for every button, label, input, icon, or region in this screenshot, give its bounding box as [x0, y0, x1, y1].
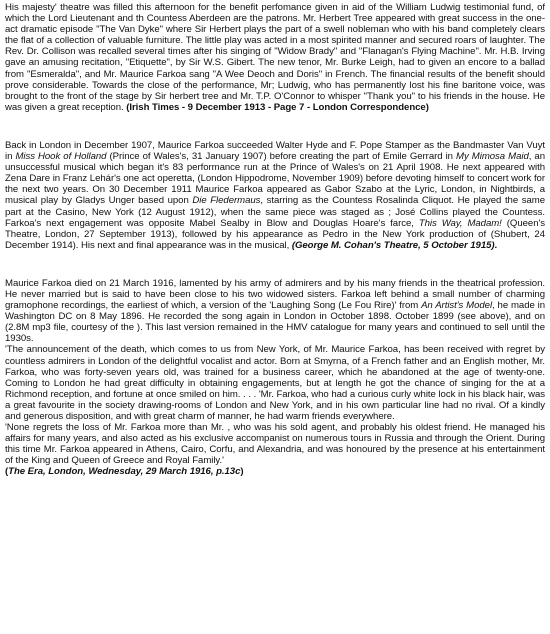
era-quote-paragraph-2: 'None regrets the loss of Mr. Farkoa more than Mr. , who was his sold agent, and probably his oldest friend. He managed his affairs for many years, and also acted as his exclusive accompanist on numerous tours in Russia and through the Orient. During this time Mr. Farkoa appeared in Athens, Cairo, Corfu, and Alexandria, and was honoured by the presence at his entertainment of the King and Queen of Greece and Royal Family.': [5, 422, 545, 467]
mimosa-maid-title: My Mimosa Maid: [456, 151, 529, 163]
irish-times-text: His majesty' theatre was filled this afternoon for the benefit perfomance given in aid of the William Ludwig testimonial fund, of which the Lord Lieutenant and th Countess Aberdeen are the patrons. Mr. Herbert Tree appeared with great success in the one-act dramatic episode "The Van Dyke" where Sir Herbert plays the part of a swell nobleman who with his band completely clears the flat of a collection of valuable furniture. The little play was acted in a most spirited manner and secured roars of laughter. The Rev. Dr. Collison was recalled several times after his singing of "Widow Brady" and "Flanagan's Flying Machine". Mr. H.B. Irving gave an amusing recitation, "Etiquette", by Sir W.S. Gibert. The new tenor, Mr. Burke Leigh, had to given an encore to a ballad from "Esmeralda", and Mr. Maurice Farkoa sang "A Wee Deoch and Doris" in French. The financial results of the benefit should prove considerable. Towards the close of the performance, Mr; Ludwig, who has permanently lost his fine baritone voice, was brought to the front of the stage by Sir herbert tree and Mr. T.P. O'Connor to whisper "Thank you" to his friends in the house. He was given a great reception.: [5, 2, 545, 113]
section-spacer: [5, 113, 545, 140]
irish-times-excerpt: [5, 2, 545, 113]
era-quote-paragraph-1: 'The announcement of the death, which comes to us from New York, of Mr. Maurice Farkoa, has been received with regret by countless admirers in London of the delightful vocalist and actor. Born at Smyrna, of a French father and an English mother, Mr. Farkoa, who was forty-seven years old, was trained for a business career, which he abandoned at the age of twenty-one. Coming to London he had great difficulty in obtaining engagements, but at length he got the chance of singing for the at a Richmond reception, and fortune at once smiled on him. . . . 'Mr. Farkoa, who had a curious curly white lock in his black hair, was a great favourite in the society drawing-rooms of London and New York, and in his own particular line had no rival. Of a kindly and generous disposition, and with great charm of manner, he had warm friends everywhere.: [5, 344, 545, 422]
this-way-madam-title: This Way, Madam!: [418, 217, 502, 229]
career-text-4: , starring as the Countess Rosalinda Cliquot. He played the same part at the Casino, New York (12 August 1912), when the same piece was staged as ; José Collins played the Countess. Farkoa's next engagement was opposite Mabel Sealby in Blow and Douglas Hoare's farce,: [5, 195, 546, 229]
section-spacer: [5, 251, 545, 278]
career-section: [5, 140, 545, 251]
career-text-2: (Prince of Wales's, 31 January 1907) before creating the part of Emile Gerrard in: [106, 151, 457, 163]
death-section: [5, 278, 545, 478]
era-citation-close: ): [240, 466, 244, 478]
artists-model-title: An Artist's Model: [421, 300, 493, 312]
death-text-1: Maurice Farkoa died on 21 March 1916, lamented by his army of admirers and by his many friends in the theatrical profession. He never married but is said to have been close to his two widowed sisters. Farkoa left behind a small number of charming gramophone recordings, the earliest of which, a version of the 'Laughing Song (Le Fou Rire)' from: [5, 277, 545, 312]
death-text-2: , he made in Washington DC on 8 May 1896. He recorded the song again in London in October 1898. October 1899 (see above), and on (2.8M mp3 file, courtesy of the ). This last version remained in the HMV catalogue for many years and continued to sell until the 1930s.: [5, 300, 545, 345]
cohan-citation: (George M. Cohan's Theatre, 5 October 1915): [291, 239, 495, 251]
era-citation-open: (: [5, 466, 9, 478]
era-citation-text: The Era, London, Wednesday, 29 March 1916, p.13c: [8, 466, 241, 478]
career-paragraph: [5, 140, 545, 251]
career-text-3: , an unsuccessful musical which began it's 83 performance run at the Prince of Wales's on 21 April 1908. He next appeared with Zena Dare in Franz Lehár's one act operetta, (London Hippodrome, November 1909) before devoting himself to concert work for the next two years. On 30 December 1911 Maurice Farkoa appeared as Gabor Szabo at the Lyric, London, in Nightbirds, a musical play by Gladys Unger based upon: [5, 151, 546, 207]
irish-times-paragraph: [5, 2, 545, 113]
death-paragraph: [5, 278, 545, 345]
irish-times-citation: (Irish Times - 9 December 1913 - Page 7 - London Correspondence): [126, 101, 429, 113]
miss-hook-title: Miss Hook of Holland: [15, 151, 107, 163]
career-text-5: (Queen's Theatre, London, 27 September 1913), followed by his appearance as Pedro in the New York production of (Shubert, 24 December 1914). His next and final appearance was in the musical,: [5, 217, 546, 251]
career-end: .: [494, 239, 498, 251]
era-citation: [5, 466, 545, 477]
fledermaus-title: Die Fledermaus: [192, 195, 261, 207]
career-text-1: Back in London in December 1907, Maurice Farkoa succeeded Walter Hyde and F. Pope Stamper as the Bandmaster Van Vuyt in: [5, 139, 545, 163]
